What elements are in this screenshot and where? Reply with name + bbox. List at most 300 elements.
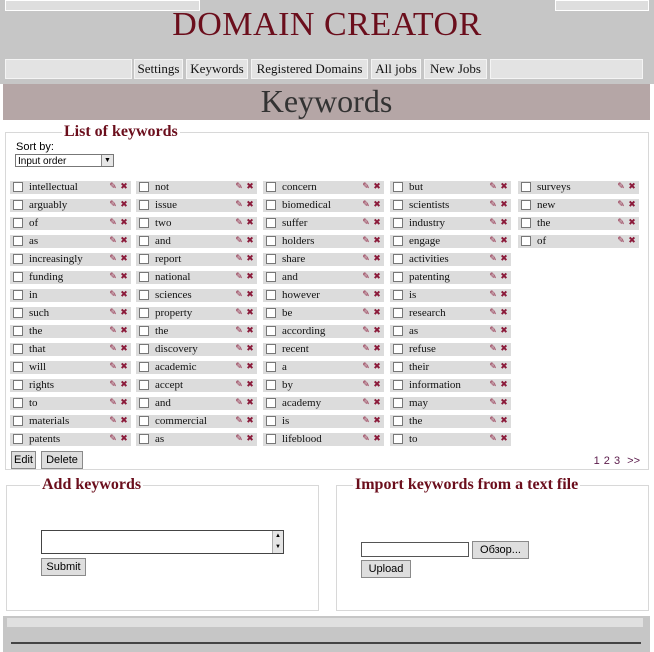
- edit-keyword-icon[interactable]: ✎: [362, 344, 370, 354]
- keyword-checkbox[interactable]: [393, 254, 403, 264]
- delete-keyword-icon[interactable]: ✖: [120, 236, 128, 246]
- keyword-checkbox[interactable]: [139, 290, 149, 300]
- keyword-label: discovery: [155, 343, 198, 355]
- keyword-label: increasingly: [29, 253, 83, 265]
- keyword-checkbox[interactable]: [13, 182, 23, 192]
- keyword-row: [10, 397, 131, 410]
- delete-keyword-icon[interactable]: ✖: [246, 290, 254, 300]
- keyword-checkbox[interactable]: [13, 344, 23, 354]
- sort-label: Sort by:: [16, 141, 54, 153]
- edit-keyword-icon[interactable]: ✎: [109, 236, 117, 246]
- delete-keyword-icon[interactable]: ✖: [246, 254, 254, 264]
- add-keywords-legend: Add keywords: [42, 476, 142, 493]
- edit-keyword-icon[interactable]: ✎: [362, 218, 370, 228]
- keyword-row: [263, 379, 384, 392]
- keyword-row: [263, 433, 384, 446]
- keyword-label: intellectual: [29, 181, 78, 193]
- upload-button[interactable]: Upload: [361, 560, 411, 578]
- delete-keyword-icon[interactable]: ✖: [246, 380, 254, 390]
- keyword-checkbox[interactable]: [266, 290, 276, 300]
- keyword-row: [263, 199, 384, 212]
- keyword-label: activities: [409, 253, 449, 265]
- delete-keyword-icon[interactable]: ✖: [120, 416, 128, 426]
- delete-keyword-icon[interactable]: ✖: [500, 218, 508, 228]
- keyword-label: by: [282, 379, 293, 391]
- keyword-label: rights: [29, 379, 55, 391]
- keyword-checkbox[interactable]: [139, 236, 149, 246]
- chevron-down-icon: ▼: [101, 155, 113, 166]
- keyword-row: [10, 415, 131, 428]
- keyword-label: report: [155, 253, 182, 265]
- keyword-list-panel: [5, 123, 649, 470]
- delete-keyword-icon[interactable]: ✖: [500, 416, 508, 426]
- keyword-checkbox[interactable]: [393, 416, 403, 426]
- keyword-checkbox[interactable]: [393, 200, 403, 210]
- delete-keyword-icon[interactable]: ✖: [500, 236, 508, 246]
- footer-divider: [11, 642, 641, 644]
- edit-keyword-icon[interactable]: ✎: [109, 254, 117, 264]
- keyword-row: [263, 289, 384, 302]
- keyword-checkbox[interactable]: [13, 416, 23, 426]
- edit-keyword-icon[interactable]: ✎: [109, 344, 117, 354]
- edit-keyword-icon[interactable]: ✎: [489, 254, 497, 264]
- delete-keyword-icon[interactable]: ✖: [500, 272, 508, 282]
- edit-keyword-icon[interactable]: ✎: [235, 254, 243, 264]
- keyword-checkbox[interactable]: [266, 416, 276, 426]
- keyword-checkbox[interactable]: [13, 290, 23, 300]
- edit-keyword-icon[interactable]: ✎: [362, 434, 370, 444]
- keyword-row: [136, 325, 257, 338]
- keyword-checkbox[interactable]: [139, 398, 149, 408]
- keyword-checkbox[interactable]: [393, 182, 403, 192]
- edit-keyword-icon[interactable]: ✎: [362, 398, 370, 408]
- edit-keyword-icon[interactable]: ✎: [109, 308, 117, 318]
- delete-keyword-icon[interactable]: ✖: [500, 182, 508, 192]
- keyword-checkbox[interactable]: [139, 200, 149, 210]
- keyword-row: [390, 199, 511, 212]
- delete-keyword-icon[interactable]: ✖: [500, 344, 508, 354]
- edit-keyword-icon[interactable]: ✎: [109, 362, 117, 372]
- delete-keyword-icon[interactable]: ✖: [500, 200, 508, 210]
- keyword-label: of: [537, 235, 547, 247]
- keyword-checkbox[interactable]: [13, 380, 23, 390]
- keyword-checkbox[interactable]: [393, 272, 403, 282]
- edit-keyword-icon[interactable]: ✎: [235, 290, 243, 300]
- keyword-label: surveys: [537, 181, 571, 193]
- keyword-checkbox[interactable]: [393, 362, 403, 372]
- edit-keyword-icon[interactable]: ✎: [489, 182, 497, 192]
- edit-keyword-icon[interactable]: ✎: [235, 308, 243, 318]
- keyword-checkbox[interactable]: [13, 308, 23, 318]
- edit-keyword-icon[interactable]: ✎: [235, 380, 243, 390]
- submit-button[interactable]: Submit: [41, 558, 86, 576]
- keyword-checkbox[interactable]: [393, 290, 403, 300]
- edit-keyword-icon[interactable]: ✎: [489, 434, 497, 444]
- edit-keyword-icon[interactable]: ✎: [362, 200, 370, 210]
- delete-keyword-icon[interactable]: ✖: [120, 200, 128, 210]
- keyword-label: share: [282, 253, 306, 265]
- keyword-checkbox[interactable]: [266, 182, 276, 192]
- edit-keyword-icon[interactable]: ✎: [489, 380, 497, 390]
- delete-keyword-icon[interactable]: ✖: [246, 272, 254, 282]
- keyword-checkbox[interactable]: [139, 254, 149, 264]
- keyword-row: [136, 397, 257, 410]
- nav-all-jobs[interactable]: All jobs: [371, 59, 421, 79]
- delete-keyword-icon[interactable]: ✖: [373, 236, 381, 246]
- delete-keyword-icon[interactable]: ✖: [373, 398, 381, 408]
- delete-keyword-icon[interactable]: ✖: [246, 200, 254, 210]
- delete-keyword-icon[interactable]: ✖: [120, 272, 128, 282]
- edit-keyword-icon[interactable]: ✎: [109, 380, 117, 390]
- edit-keyword-icon[interactable]: ✎: [489, 272, 497, 282]
- edit-keyword-icon[interactable]: ✎: [489, 326, 497, 336]
- delete-keyword-icon[interactable]: ✖: [373, 290, 381, 300]
- header: [0, 0, 654, 84]
- edit-keyword-icon[interactable]: ✎: [235, 182, 243, 192]
- delete-keyword-icon[interactable]: ✖: [500, 398, 508, 408]
- delete-keyword-icon[interactable]: ✖: [373, 344, 381, 354]
- edit-keyword-icon[interactable]: ✎: [235, 272, 243, 282]
- keyword-row: [136, 361, 257, 374]
- edit-keyword-icon[interactable]: ✎: [362, 416, 370, 426]
- keyword-label: national: [155, 271, 191, 283]
- delete-keyword-icon[interactable]: ✖: [373, 308, 381, 318]
- keyword-checkbox[interactable]: [521, 200, 531, 210]
- edit-keyword-icon[interactable]: ✎: [617, 236, 625, 246]
- keyword-checkbox[interactable]: [266, 344, 276, 354]
- edit-keyword-icon[interactable]: ✎: [617, 182, 625, 192]
- keyword-checkbox[interactable]: [139, 272, 149, 282]
- delete-keyword-icon[interactable]: ✖: [120, 344, 128, 354]
- keyword-checkbox[interactable]: [13, 326, 23, 336]
- keyword-checkbox[interactable]: [139, 416, 149, 426]
- import-keywords-panel: [336, 476, 649, 611]
- keyword-label: is: [409, 289, 417, 301]
- keyword-row: [390, 397, 511, 410]
- keyword-checkbox[interactable]: [13, 434, 23, 444]
- keyword-row: [10, 253, 131, 266]
- keyword-checkbox[interactable]: [393, 326, 403, 336]
- keyword-checkbox[interactable]: [13, 218, 23, 228]
- keyword-label: the: [155, 325, 169, 337]
- delete-keyword-icon[interactable]: ✖: [373, 326, 381, 336]
- keyword-label: their: [409, 361, 430, 373]
- keyword-label: sciences: [155, 289, 192, 301]
- delete-keyword-icon[interactable]: ✖: [373, 416, 381, 426]
- edit-keyword-icon[interactable]: ✎: [489, 398, 497, 408]
- keyword-row: [518, 199, 639, 212]
- edit-keyword-icon[interactable]: ✎: [489, 200, 497, 210]
- keyword-checkbox[interactable]: [139, 434, 149, 444]
- keyword-checkbox[interactable]: [266, 308, 276, 318]
- keyword-checkbox[interactable]: [13, 362, 23, 372]
- keyword-checkbox[interactable]: [521, 236, 531, 246]
- keyword-checkbox[interactable]: [266, 362, 276, 372]
- keyword-row: [263, 253, 384, 266]
- keyword-row: [263, 343, 384, 356]
- keyword-checkbox[interactable]: [393, 398, 403, 408]
- keyword-label: the: [537, 217, 551, 229]
- edit-keyword-icon[interactable]: ✎: [489, 308, 497, 318]
- delete-keyword-icon[interactable]: ✖: [373, 362, 381, 372]
- keyword-checkbox[interactable]: [266, 326, 276, 336]
- edit-keyword-icon[interactable]: ✎: [617, 200, 625, 210]
- delete-keyword-icon[interactable]: ✖: [120, 434, 128, 444]
- keyword-row: [390, 325, 511, 338]
- nav-keywords[interactable]: Keywords: [186, 59, 248, 79]
- delete-keyword-icon[interactable]: ✖: [246, 416, 254, 426]
- keyword-row: [10, 199, 131, 212]
- nav-left-stub: [5, 59, 132, 79]
- delete-keyword-icon[interactable]: ✖: [628, 218, 636, 228]
- keyword-row: [390, 253, 511, 266]
- edit-keyword-icon[interactable]: ✎: [109, 434, 117, 444]
- keyword-label: academy: [282, 397, 322, 409]
- keyword-label: scientists: [409, 199, 450, 211]
- keyword-row: [518, 181, 639, 194]
- keyword-row: [10, 433, 131, 446]
- keyword-label: biomedical: [282, 199, 331, 211]
- keyword-checkbox[interactable]: [266, 218, 276, 228]
- keyword-label: the: [29, 325, 43, 337]
- edit-keyword-icon[interactable]: ✎: [109, 200, 117, 210]
- keyword-row: [263, 361, 384, 374]
- keyword-checkbox[interactable]: [393, 434, 403, 444]
- keyword-checkbox[interactable]: [393, 236, 403, 246]
- keyword-row: [10, 289, 131, 302]
- delete-keyword-icon[interactable]: ✖: [500, 362, 508, 372]
- delete-keyword-icon[interactable]: ✖: [628, 236, 636, 246]
- delete-keyword-icon[interactable]: ✖: [246, 362, 254, 372]
- edit-keyword-icon[interactable]: ✎: [235, 218, 243, 228]
- keyword-checkbox[interactable]: [266, 434, 276, 444]
- delete-keyword-icon[interactable]: ✖: [373, 254, 381, 264]
- keyword-label: commercial: [155, 415, 207, 427]
- delete-keyword-icon[interactable]: ✖: [373, 380, 381, 390]
- edit-keyword-icon[interactable]: ✎: [362, 326, 370, 336]
- keyword-checkbox[interactable]: [139, 344, 149, 354]
- keyword-row: [10, 325, 131, 338]
- edit-keyword-icon[interactable]: ✎: [109, 182, 117, 192]
- browse-button[interactable]: Обзор...: [472, 541, 529, 559]
- keyword-checkbox[interactable]: [266, 380, 276, 390]
- pagination: [594, 455, 640, 467]
- keyword-checkbox[interactable]: [266, 272, 276, 282]
- keyword-checkbox[interactable]: [393, 218, 403, 228]
- keyword-label: academic: [155, 361, 197, 373]
- keyword-checkbox[interactable]: [266, 254, 276, 264]
- keyword-row: [136, 217, 257, 230]
- delete-keyword-icon[interactable]: ✖: [246, 326, 254, 336]
- delete-keyword-icon[interactable]: ✖: [246, 434, 254, 444]
- delete-keyword-icon[interactable]: ✖: [246, 344, 254, 354]
- keyword-checkbox[interactable]: [13, 200, 23, 210]
- delete-keyword-icon[interactable]: ✖: [500, 326, 508, 336]
- edit-keyword-icon[interactable]: ✎: [489, 236, 497, 246]
- delete-keyword-icon[interactable]: ✖: [500, 290, 508, 300]
- keyword-label: holders: [282, 235, 315, 247]
- keyword-row: [390, 361, 511, 374]
- delete-keyword-icon[interactable]: ✖: [120, 398, 128, 408]
- edit-keyword-icon[interactable]: ✎: [109, 326, 117, 336]
- keyword-checkbox[interactable]: [266, 236, 276, 246]
- page-link-3[interactable]: 3: [613, 455, 621, 467]
- keyword-label: that: [29, 343, 46, 355]
- delete-keyword-icon[interactable]: ✖: [246, 308, 254, 318]
- delete-keyword-icon[interactable]: ✖: [246, 236, 254, 246]
- edit-keyword-icon[interactable]: ✎: [362, 362, 370, 372]
- keyword-label: and: [155, 397, 171, 409]
- delete-keyword-icon[interactable]: ✖: [246, 218, 254, 228]
- edit-keyword-icon[interactable]: ✎: [489, 290, 497, 300]
- keyword-row: [136, 415, 257, 428]
- delete-keyword-icon[interactable]: ✖: [373, 218, 381, 228]
- keyword-checkbox[interactable]: [139, 182, 149, 192]
- edit-keyword-icon[interactable]: ✎: [362, 380, 370, 390]
- page-link-2[interactable]: 2: [603, 455, 610, 467]
- delete-keyword-icon[interactable]: ✖: [120, 218, 128, 228]
- edit-keyword-icon[interactable]: ✎: [362, 236, 370, 246]
- file-path-input[interactable]: [361, 542, 469, 557]
- edit-keyword-icon[interactable]: ✎: [362, 308, 370, 318]
- keyword-row: [10, 235, 131, 248]
- nav-new-jobs[interactable]: New Jobs: [424, 59, 487, 79]
- edit-keyword-icon[interactable]: ✎: [109, 272, 117, 282]
- edit-keyword-icon[interactable]: ✎: [235, 416, 243, 426]
- page-link-1[interactable]: 1: [593, 455, 600, 467]
- textarea-scrollbar[interactable]: ▲ ▼: [272, 531, 283, 553]
- keyword-label: not: [155, 181, 170, 193]
- edit-keyword-icon[interactable]: ✎: [489, 344, 497, 354]
- keyword-row: [136, 433, 257, 446]
- delete-keyword-icon[interactable]: ✖: [120, 308, 128, 318]
- edit-keyword-icon[interactable]: ✎: [362, 290, 370, 300]
- delete-keyword-icon[interactable]: ✖: [246, 182, 254, 192]
- edit-keyword-icon[interactable]: ✎: [489, 416, 497, 426]
- edit-button[interactable]: Edit: [11, 451, 36, 469]
- delete-keyword-icon[interactable]: ✖: [120, 362, 128, 372]
- keyword-checkbox[interactable]: [13, 236, 23, 246]
- keyword-checkbox[interactable]: [13, 398, 23, 408]
- keyword-label: to: [29, 397, 38, 409]
- keyword-checkbox[interactable]: [393, 344, 403, 354]
- keyword-label: as: [409, 325, 419, 337]
- delete-keyword-icon[interactable]: ✖: [120, 326, 128, 336]
- keyword-label: according: [282, 325, 326, 337]
- keyword-checkbox[interactable]: [266, 398, 276, 408]
- keyword-label: as: [155, 433, 165, 445]
- sort-select[interactable]: [15, 154, 114, 167]
- delete-keyword-icon[interactable]: ✖: [373, 434, 381, 444]
- edit-keyword-icon[interactable]: ✎: [109, 398, 117, 408]
- edit-keyword-icon[interactable]: ✎: [235, 362, 243, 372]
- keyword-row: [136, 181, 257, 194]
- nav-registered-domains[interactable]: Registered Domains: [251, 59, 368, 79]
- keyword-checkbox[interactable]: [139, 380, 149, 390]
- keyword-label: materials: [29, 415, 70, 427]
- keyword-row: [10, 181, 131, 194]
- app-title: DOMAIN CREATOR: [172, 6, 482, 43]
- keyword-checkbox[interactable]: [139, 308, 149, 318]
- keyword-label: funding: [29, 271, 64, 283]
- keyword-checkbox[interactable]: [139, 362, 149, 372]
- keyword-checkbox[interactable]: [139, 218, 149, 228]
- delete-keyword-icon[interactable]: ✖: [246, 398, 254, 408]
- edit-keyword-icon[interactable]: ✎: [235, 200, 243, 210]
- page-title-bar: [3, 84, 650, 120]
- edit-keyword-icon[interactable]: ✎: [235, 434, 243, 444]
- delete-keyword-icon[interactable]: ✖: [120, 254, 128, 264]
- footer: [3, 616, 650, 652]
- edit-keyword-icon[interactable]: ✎: [235, 398, 243, 408]
- delete-keyword-icon[interactable]: ✖: [373, 182, 381, 192]
- delete-keyword-icon[interactable]: ✖: [120, 182, 128, 192]
- keyword-row: [136, 289, 257, 302]
- keyword-row: [390, 307, 511, 320]
- edit-keyword-icon[interactable]: ✎: [235, 326, 243, 336]
- delete-keyword-icon[interactable]: ✖: [373, 272, 381, 282]
- edit-keyword-icon[interactable]: ✎: [109, 218, 117, 228]
- edit-keyword-icon[interactable]: ✎: [489, 362, 497, 372]
- keyword-label: and: [155, 235, 171, 247]
- edit-keyword-icon[interactable]: ✎: [617, 218, 625, 228]
- keyword-checkbox[interactable]: [521, 218, 531, 228]
- edit-keyword-icon[interactable]: ✎: [362, 182, 370, 192]
- sort-select-value: Input order: [18, 156, 67, 167]
- keyword-row: [390, 271, 511, 284]
- keyword-label: research: [409, 307, 446, 319]
- delete-keyword-icon[interactable]: ✖: [500, 434, 508, 444]
- import-keywords-legend: Import keywords from a text file: [355, 476, 579, 493]
- delete-keyword-icon[interactable]: ✖: [628, 200, 636, 210]
- keyword-checkbox[interactable]: [521, 182, 531, 192]
- keyword-checkbox[interactable]: [139, 326, 149, 336]
- edit-keyword-icon[interactable]: ✎: [235, 236, 243, 246]
- delete-button[interactable]: Delete: [41, 451, 83, 469]
- keywords-textarea[interactable]: [41, 530, 284, 554]
- edit-keyword-icon[interactable]: ✎: [362, 272, 370, 282]
- delete-keyword-icon[interactable]: ✖: [500, 254, 508, 264]
- nav-settings[interactable]: Settings: [134, 59, 183, 79]
- keyword-checkbox[interactable]: [13, 254, 23, 264]
- keyword-label: of: [29, 217, 39, 229]
- delete-keyword-icon[interactable]: ✖: [373, 200, 381, 210]
- keyword-row: [390, 415, 511, 428]
- keyword-row: [518, 217, 639, 230]
- delete-keyword-icon[interactable]: ✖: [120, 380, 128, 390]
- edit-keyword-icon[interactable]: ✎: [235, 344, 243, 354]
- next-page-link[interactable]: >>: [627, 455, 640, 467]
- keyword-checkbox[interactable]: [13, 272, 23, 282]
- keyword-row: [10, 271, 131, 284]
- keyword-row: [136, 271, 257, 284]
- delete-keyword-icon[interactable]: ✖: [500, 308, 508, 318]
- keyword-label: but: [409, 181, 424, 193]
- delete-keyword-icon[interactable]: ✖: [500, 380, 508, 390]
- keyword-list-legend: List of keywords: [64, 123, 178, 140]
- edit-keyword-icon[interactable]: ✎: [109, 290, 117, 300]
- edit-keyword-icon[interactable]: ✎: [489, 218, 497, 228]
- delete-keyword-icon[interactable]: ✖: [628, 182, 636, 192]
- keyword-checkbox[interactable]: [393, 380, 403, 390]
- page-title: Keywords: [260, 83, 393, 119]
- keyword-checkbox[interactable]: [393, 308, 403, 318]
- edit-keyword-icon[interactable]: ✎: [362, 254, 370, 264]
- keyword-checkbox[interactable]: [266, 200, 276, 210]
- edit-keyword-icon[interactable]: ✎: [109, 416, 117, 426]
- delete-keyword-icon[interactable]: ✖: [120, 290, 128, 300]
- keyword-label: patenting: [409, 271, 450, 283]
